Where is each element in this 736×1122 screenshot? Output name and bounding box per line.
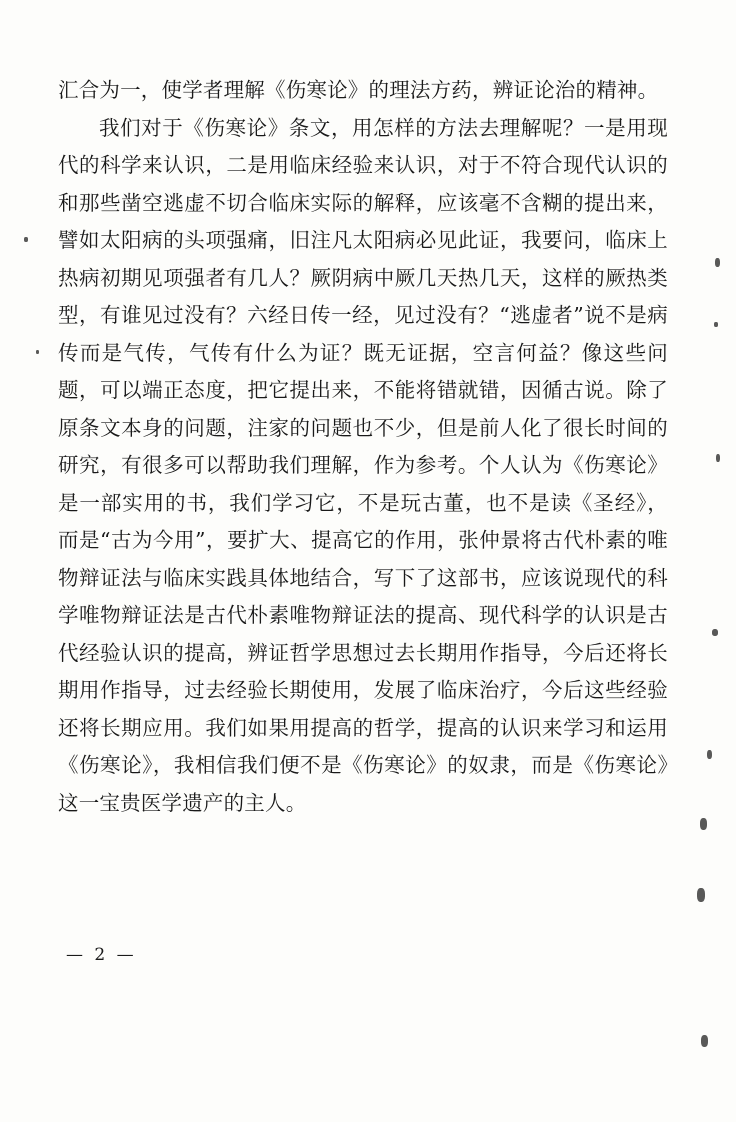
page-number: — 2 — [66,945,137,965]
scan-speckle [700,818,707,830]
scan-speckle [715,258,720,267]
paragraph-1: 汇合为一，使学者理解《伤寒论》的理法方药，辨证论治的精神。 [58,78,659,102]
scan-speckle [24,237,28,242]
scan-speckle [36,350,39,354]
body-text [58,72,668,822]
scan-speckle [707,750,712,759]
paragraph-2: 我们对于《伤寒论》条文，用怎样的方法去理解呢？一是用现代的科学来认识，二是用临床经验来认识，对于不符合现代认识的和那些凿空逃虚不切合临床实际的解释，应该毫不含糊的提出来，譬如太阳病的头项强痛，旧注凡太阳病必见此证，我要问，临床上热病初期见项强者有几人？厥阴病中厥几天热几天，这样的厥热类型，有谁见过没有？六经日传一经，见过没有？“逃虚者”说不是病传而是气传，气传有什么为证？既无证据，空言何益？像这些问题，可以端正态度，把它提出来，不能将错就错，因循古说。除了原条文本身的问题，注家的问题也不少，但是前人化了很长时间的研究，有很多可以帮助我们理解，作为参考。个人认为《伤寒论》是一部实用的书，我们学习它，不是玩古董，也不是读《圣经》，而是“古为今用”，要扩大、提高它的作用，张仲景将古代朴素的唯物辩证法与临床实践具体地结合，写下了这部书，应该说现代的科学唯物辩证法是古代朴素唯物辩证法的提高、现代科学的认识是古代经验认识的提高，辨证哲学思想过去长期用作指导，今后还将长期用作指导，过去经验长期使用，发展了临床治疗，今后这些经验还将长期应用。我们如果用提高的哲学，提高的认识来学习和运用《伤寒论》，我相信我们便不是《伤寒论》的奴隶，而是《伤寒论》这一宝贵医学遗产的主人。 [58,115,668,815]
scan-speckle [697,888,705,902]
scan-speckle [716,454,720,462]
scan-speckle [714,322,718,327]
scan-speckle [712,629,718,636]
scan-speckle [701,1035,708,1047]
